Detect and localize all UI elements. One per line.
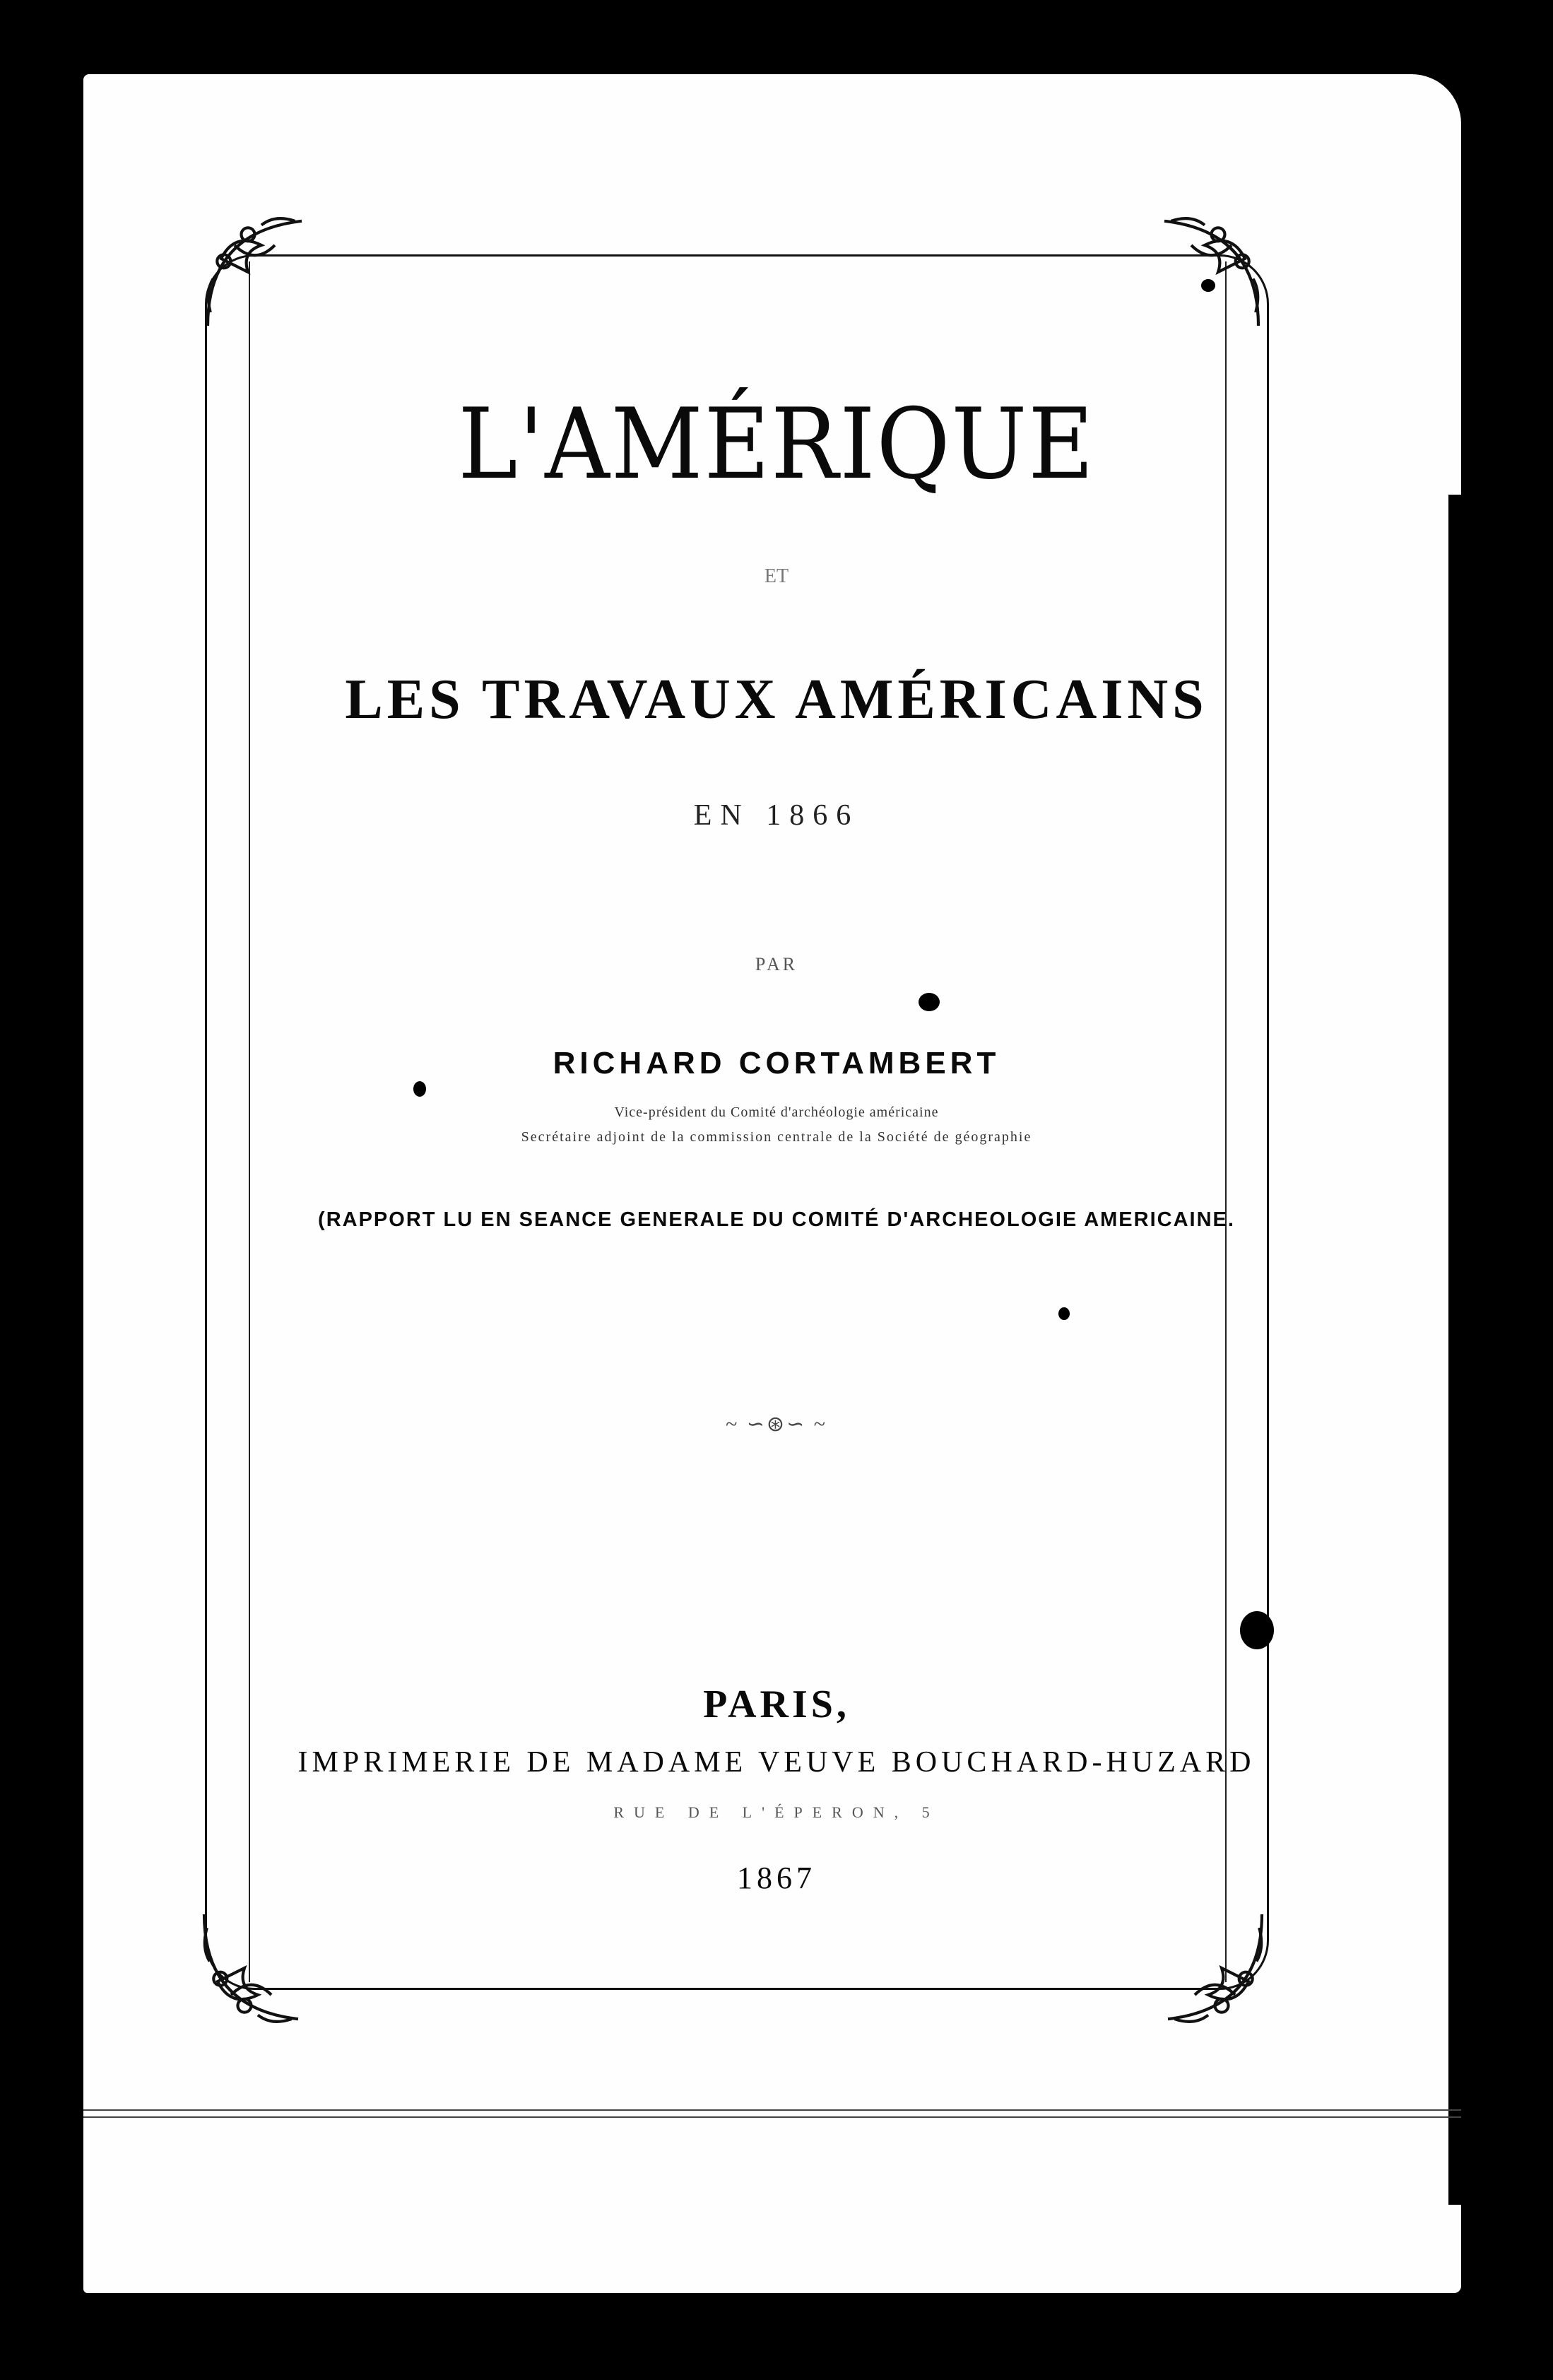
- printer-name: IMPRIMERIE DE MADAME VEUVE BOUCHARD-HUZARD: [297, 1746, 1256, 1779]
- ink-speck: [413, 1081, 426, 1097]
- subject-year: EN 1866: [693, 799, 860, 832]
- corner-ornament-icon: [1141, 1901, 1275, 2035]
- corner-ornament-icon: [194, 205, 329, 339]
- author-role: Secrétaire adjoint de la commission centrale de la Société de géographie: [521, 1129, 1032, 1145]
- conjunction: ET: [764, 565, 789, 587]
- printer-address: RUE DE L'ÉPERON, 5: [613, 1803, 940, 1821]
- ink-speck: [1240, 1611, 1274, 1649]
- publication-year: 1867: [737, 1861, 816, 1895]
- ink-speck: [1201, 279, 1215, 292]
- ornament-vignette: ~ ∽⊛∽ ~: [726, 1413, 827, 1436]
- corner-ornament-icon: [191, 1901, 325, 2035]
- by-label: PAR: [755, 954, 798, 974]
- book-title: L'AMÉRIQUE: [458, 387, 1095, 501]
- ink-speck: [1058, 1307, 1070, 1320]
- page-edge-shadow: [1448, 495, 1471, 2205]
- publication-city: PARIS,: [703, 1683, 850, 1726]
- fold-line: [83, 2109, 1461, 2111]
- author-role: Vice-président du Comité d'archéologie américaine: [614, 1104, 939, 1120]
- ink-speck: [919, 993, 940, 1011]
- report-note: (RAPPORT LU EN SEANCE GENERALE DU COMITÉ D'ARCHEOLOGIE AMERICAINE.: [318, 1208, 1235, 1231]
- corner-ornament-icon: [1138, 205, 1272, 339]
- author-name: RICHARD CORTAMBERT: [553, 1046, 1000, 1080]
- fold-line: [83, 2116, 1461, 2118]
- book-subtitle: LES TRAVAUX AMÉRICAINS: [345, 668, 1208, 731]
